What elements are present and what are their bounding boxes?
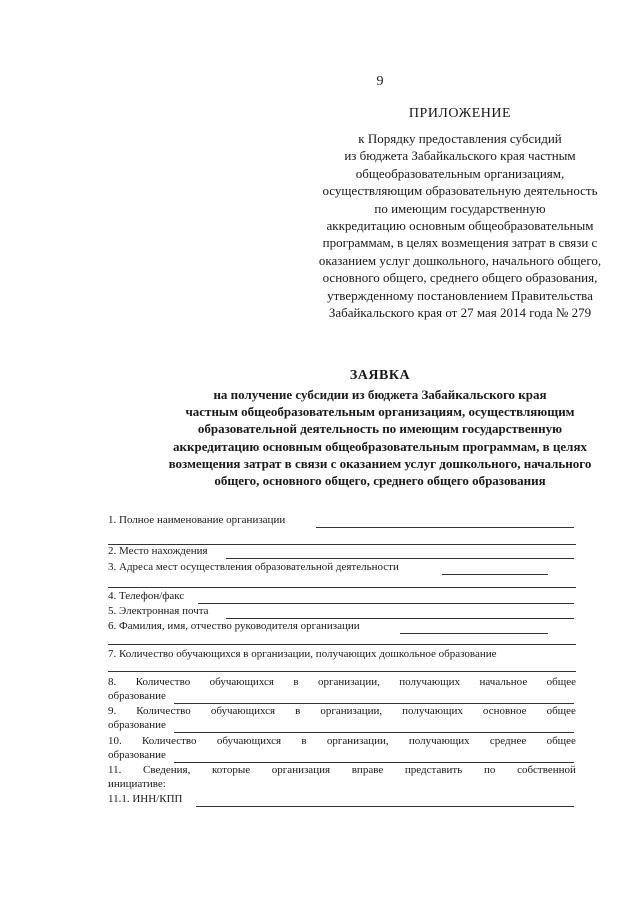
word: в — [301, 735, 307, 747]
appendix-line: из бюджета Забайкальского края частным — [344, 148, 576, 164]
field-line-inn-kpp[interactable] — [196, 806, 574, 807]
word: получающих — [408, 735, 470, 747]
subtitle-line: возмещения затрат в связи с оказанием услуг дошкольного, начального — [168, 455, 592, 471]
field-label-additional-info-cont: инициативе: — [108, 778, 166, 790]
appendix-line: основного общего, среднего общего образования, — [322, 270, 598, 286]
appendix-title: ПРИЛОЖЕНИЕ — [408, 106, 512, 121]
field-label-primary-count-cont: образование — [108, 690, 166, 702]
request-title: ЗАЯВКА — [349, 368, 411, 383]
subtitle-line: образовательной деятельность по имеющим государственную — [197, 421, 563, 437]
field-line-email[interactable] — [226, 618, 574, 619]
word: 9. — [108, 705, 117, 717]
appendix-line: утвержденному постановлением Правительства — [327, 287, 593, 303]
field-label-addresses: 3. Адреса мест осуществления образовательной деятельности — [108, 561, 399, 573]
word: 10. — [108, 735, 122, 747]
word: основное — [482, 705, 527, 717]
request-subtitle — [100, 386, 640, 489]
word: общее — [546, 676, 576, 688]
field-label-full-name: 1. Полное наименование организации — [108, 514, 286, 526]
field-line-director-name[interactable] — [400, 633, 548, 634]
word: Количество — [142, 735, 197, 747]
appendix-line: программам, в целях возмещения затрат в связи с — [322, 235, 598, 251]
field-label-additional-info — [108, 764, 576, 776]
appendix-line: общеобразовательным организациям, — [355, 165, 565, 181]
word: общее — [546, 735, 576, 747]
field-label-secondary-count-cont: образование — [108, 749, 166, 761]
word: организации, — [320, 705, 383, 717]
word: обучающихся — [216, 735, 282, 747]
word: организация — [271, 764, 331, 776]
word: обучающихся — [209, 676, 274, 688]
field-label-basic-count-cont: образование — [108, 719, 166, 731]
field-line-addresses[interactable] — [442, 574, 548, 575]
field-label-location: 2. Место нахождения — [108, 545, 208, 557]
word: Количество — [136, 705, 191, 717]
word: в — [293, 676, 299, 688]
field-label-preschool-count: 7. Количество обучающихся в организации, получающих дошкольное образование — [108, 648, 497, 660]
field-label-secondary-count — [108, 735, 576, 747]
appendix-line: оказанием услуг дошкольного, начального общего, — [318, 252, 602, 268]
word: организации, — [318, 676, 380, 688]
word: собственной — [517, 764, 576, 776]
field-label-phone-fax: 4. Телефон/факс — [108, 590, 185, 602]
appendix-line: Забайкальского края от 27 мая 2014 года № 279 — [328, 305, 592, 321]
appendix-line: по имеющим государственную — [374, 200, 546, 216]
appendix-line: аккредитацию основным общеобразовательным — [326, 218, 594, 234]
word: начальное — [479, 676, 528, 688]
subtitle-line: на получение субсидии из бюджета Забайкальского края — [213, 387, 547, 402]
word: вправе — [351, 764, 384, 776]
word: Количество — [135, 676, 191, 688]
word: которые — [212, 764, 251, 776]
field-line-full-name[interactable] — [316, 527, 574, 528]
field-label-inn-kpp: 11.1. ИНН/КПП — [108, 793, 183, 805]
field-line-location[interactable] — [226, 558, 574, 559]
field-line-basic-count[interactable] — [174, 732, 574, 733]
appendix-text — [270, 130, 640, 321]
word: представить — [404, 764, 463, 776]
word: получающих — [402, 705, 463, 717]
field-line-director-name-cont[interactable] — [108, 644, 576, 645]
field-line-primary-count[interactable] — [174, 703, 574, 704]
word: по — [483, 764, 496, 776]
appendix-line: осуществляющим образовательную деятельность — [322, 183, 598, 199]
appendix-line: к Порядку предоставления субсидий — [358, 131, 562, 146]
word: Сведения, — [143, 764, 191, 776]
word: организации, — [326, 735, 389, 747]
field-line-preschool-count[interactable] — [108, 671, 576, 672]
field-label-director-name: 6. Фамилия, имя, отчество руководителя организации — [108, 620, 360, 632]
subtitle-line: общего, основного общего, среднего общего образования — [214, 473, 546, 489]
field-line-phone-fax[interactable] — [198, 603, 574, 604]
subtitle-line: частным общеобразовательным организациям, осуществляющим — [185, 404, 575, 420]
word: обучающихся — [210, 705, 276, 717]
page-number: 9 — [376, 74, 384, 89]
field-line-secondary-count[interactable] — [174, 762, 574, 763]
word: 11. — [108, 764, 122, 776]
field-label-primary-count — [108, 676, 576, 688]
subtitle-line: аккредитацию основным общеобразовательным программам, в целях — [172, 438, 588, 454]
word: 8. — [108, 676, 117, 688]
field-label-email: 5. Электронная почта — [108, 605, 209, 617]
field-line-addresses-cont[interactable] — [108, 587, 576, 588]
word: среднее — [489, 735, 527, 747]
word: получающих — [399, 676, 461, 688]
word: общее — [546, 705, 576, 717]
word: в — [295, 705, 301, 717]
field-label-basic-count — [108, 705, 576, 717]
